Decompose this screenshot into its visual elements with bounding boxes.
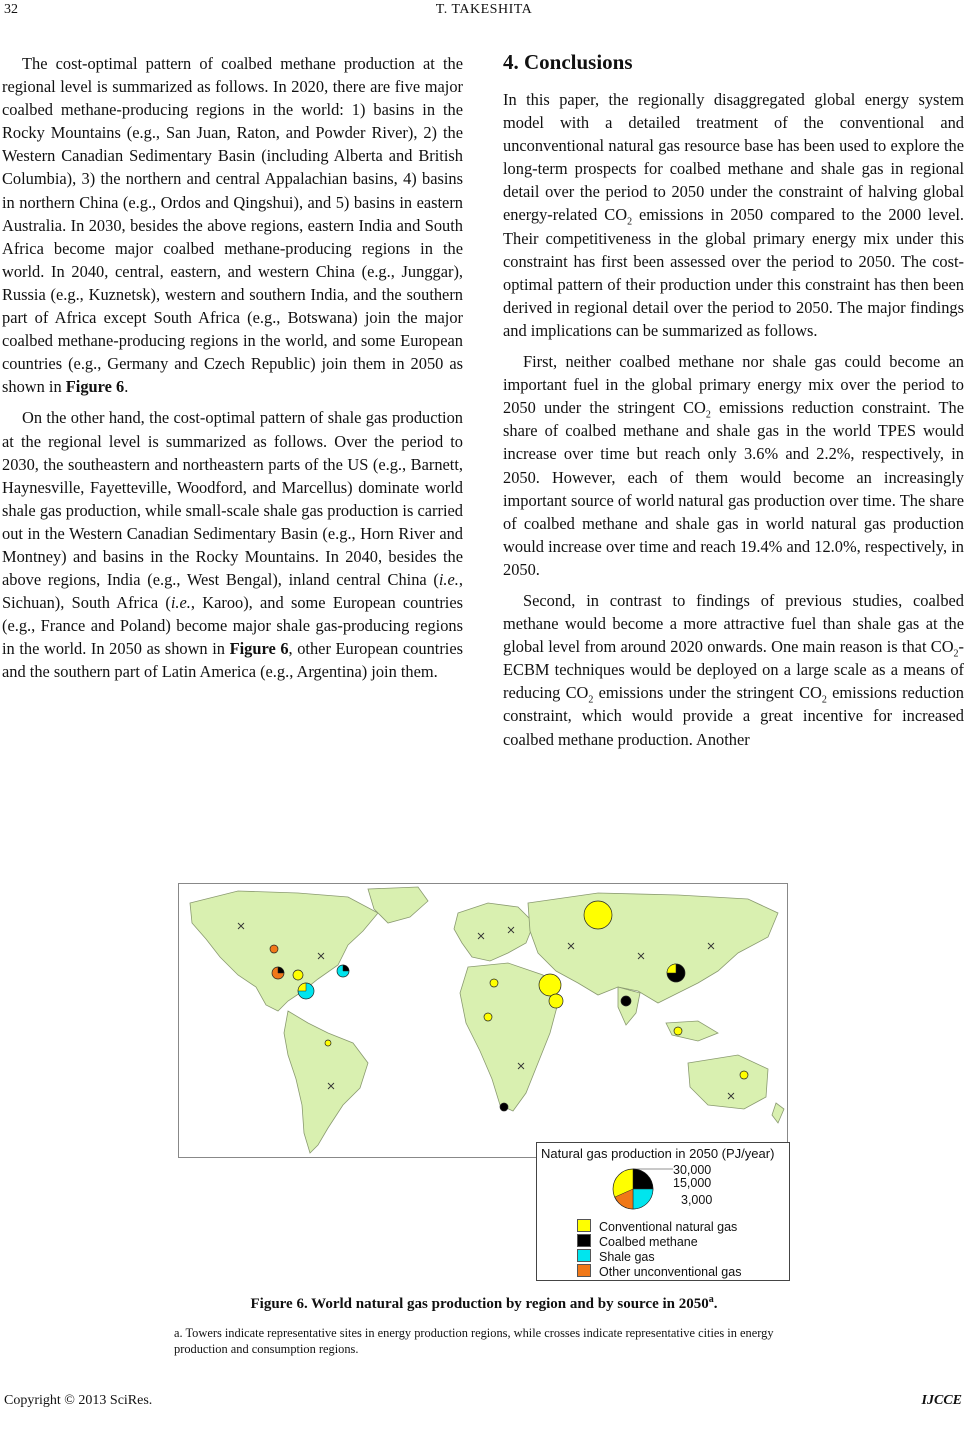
left-paragraph-1: The cost-optimal pattern of coalbed methane production at the regional level is summarized as follows. In 2020, there are five major coalbed methane-producing regions in the world: 1) basins in the Rocky Mountains (e.g., San Juan, Raton, and Powder River), 2) the Western Canadian Sedimentary Basin (including Alberta and British Columbia), 3) the northern and central Appalachian basins, 4) basins in northern China (e.g., Ordos and Qingshui), and 5) basins in eastern Australia. In 2030, besides the above regions, eastern India and South Africa become major coalbed methane-producing regions in the world. In 2040, central, eastern, and western China (e.g., Junggar), Russia (e.g., Kuznetsk), western and southern India, and the southern part of Africa except South Africa (e.g., Botswana) join the major coalbed methane-producing regions in the world, and some European countries (e.g., Germany and Czech Republic) join them in 2050 as shown in Figure 6. bbox=[2, 54, 463, 397]
production-pie-north-africa bbox=[490, 979, 498, 987]
legend-scale-3000: 3,000 bbox=[681, 1193, 713, 1207]
legend-scale-15000: 15,000 bbox=[673, 1176, 712, 1190]
page-number: 32 bbox=[4, 2, 18, 17]
legend-item-other-unconventional: Other unconventional gas bbox=[577, 1264, 741, 1279]
figure-6-reference[interactable]: Figure 6 bbox=[229, 639, 289, 659]
legend-swatch-other bbox=[577, 1264, 591, 1277]
legend-item-shale: Shale gas bbox=[577, 1249, 655, 1264]
legend-title: Natural gas production in 2050 (PJ/year) bbox=[541, 1146, 775, 1161]
production-pie-south-america bbox=[325, 1040, 331, 1046]
right-paragraph-1: In this paper, the regionally disaggregated global energy system model with a detailed treatment of the conventional and unconventional natural gas resource base has been used to explore the long-term prospects for coalbed methane and shale gas in regional detail over the period to 2050 under the constraint of halving global energy-related $CO_2$ emissions in 2050 compared to the 2000 level. Their competitiveness in the global primary energy mix under this constraint has first been assessed over the period to 2050. The cost-optimal pattern of their production under this constraint has then been derived in regional detail over the period to 2050. The major findings and implications can be summarized as follows. bbox=[503, 90, 965, 340]
legend-swatch-shale bbox=[577, 1249, 591, 1262]
left-paragraph-2: On the other hand, the cost-optimal pattern of shale gas production at the regional level is summarized as follows. Over the period to 2030, the southeastern and northeastern parts of the US (e.g., Barnett, Haynesville, Fayetteville, Woodford, and Marcellus) dominate world shale gas production, while small-scale shale gas production is carried out in the Western Canadian Sedimentary Basin (e.g., Horn River and Montney) and basins in the Rocky Mountains. In 2040, besides the above regions, India (e.g., West Bengal), inland central China (i.e., Sichuan), South Africa (i.e., Karoo), and some European countries (e.g., France and Poland) become major shale gas-producing regions in the world. In 2050 as shown in Figure 6, other European countries and the southern part of Latin America (e.g., Argentina) join them. bbox=[2, 408, 464, 682]
legend-item-conventional: Conventional natural gas bbox=[577, 1219, 737, 1234]
right-paragraph-3: Second, in contrast to findings of previous studies, coalbed methane would become a more attractive fuel than shale gas at the global level from around 2020 onwards. One main reason is that $CO_2$-ECBM techniques would be deployed on a large scale as a means of reducing $CO_2$ emissions under the stringent $CO_2$ emissions reduction constraint, which would provide a great incentive for increased coalbed methane production. Another bbox=[503, 590, 964, 749]
production-pie-middle-east-2 bbox=[549, 994, 563, 1008]
figure-footnote: a. Towers indicate representative sites in energy production regions, while crosses indicate representative cities in energy production and consumption regions. bbox=[174, 1326, 774, 1356]
right-column bbox=[503, 88, 964, 751]
left-column bbox=[2, 52, 463, 684]
legend-swatch-coalbed bbox=[577, 1234, 591, 1247]
figure-legend bbox=[536, 1142, 790, 1281]
footer-copyright: Copyright © 2013 SciRes. bbox=[4, 1393, 153, 1408]
production-pie-indonesia bbox=[674, 1027, 682, 1035]
legend-scale-30000: 30,000 bbox=[673, 1163, 712, 1177]
production-pie-russia bbox=[584, 901, 612, 929]
production-pie-australia bbox=[740, 1071, 748, 1079]
footer-journal: IJCCE bbox=[921, 1393, 962, 1408]
figure-6-reference[interactable]: Figure 6 bbox=[65, 377, 125, 397]
production-pie-middle-east bbox=[539, 974, 561, 996]
section-title: 4. Conclusions bbox=[503, 50, 633, 74]
production-pie-west-africa bbox=[484, 1013, 492, 1021]
production-pie-us-south-2 bbox=[293, 970, 303, 980]
running-header-author: T. TAKESHITA bbox=[435, 2, 533, 17]
production-pie-south-africa bbox=[500, 1103, 508, 1111]
legend-swatch-conventional bbox=[577, 1219, 591, 1232]
production-pie-india bbox=[621, 996, 631, 1006]
legend-item-coalbed: Coalbed methane bbox=[577, 1234, 698, 1249]
production-pie-canada bbox=[270, 945, 278, 953]
figure-caption: Figure 6. World natural gas production by region and by source in 2050$^a$. bbox=[250, 1294, 718, 1312]
right-paragraph-2: First, neither coalbed methane nor shale gas could become an important fuel in the global primary energy mix over the period to 2050 under the stringent $CO_2$ emissions reduction constraint. The share of coalbed methane and shale gas in the world TPES would increase over time but reach only 3.6% and 2.2%, respectively, in 2050. However, each of them would become an increasingly important source of world natural gas production over time. The share of coalbed methane and shale gas in world natural gas production would increase over time and reach 19.4% and 12.0%, respectively, in 2050. bbox=[503, 352, 964, 579]
